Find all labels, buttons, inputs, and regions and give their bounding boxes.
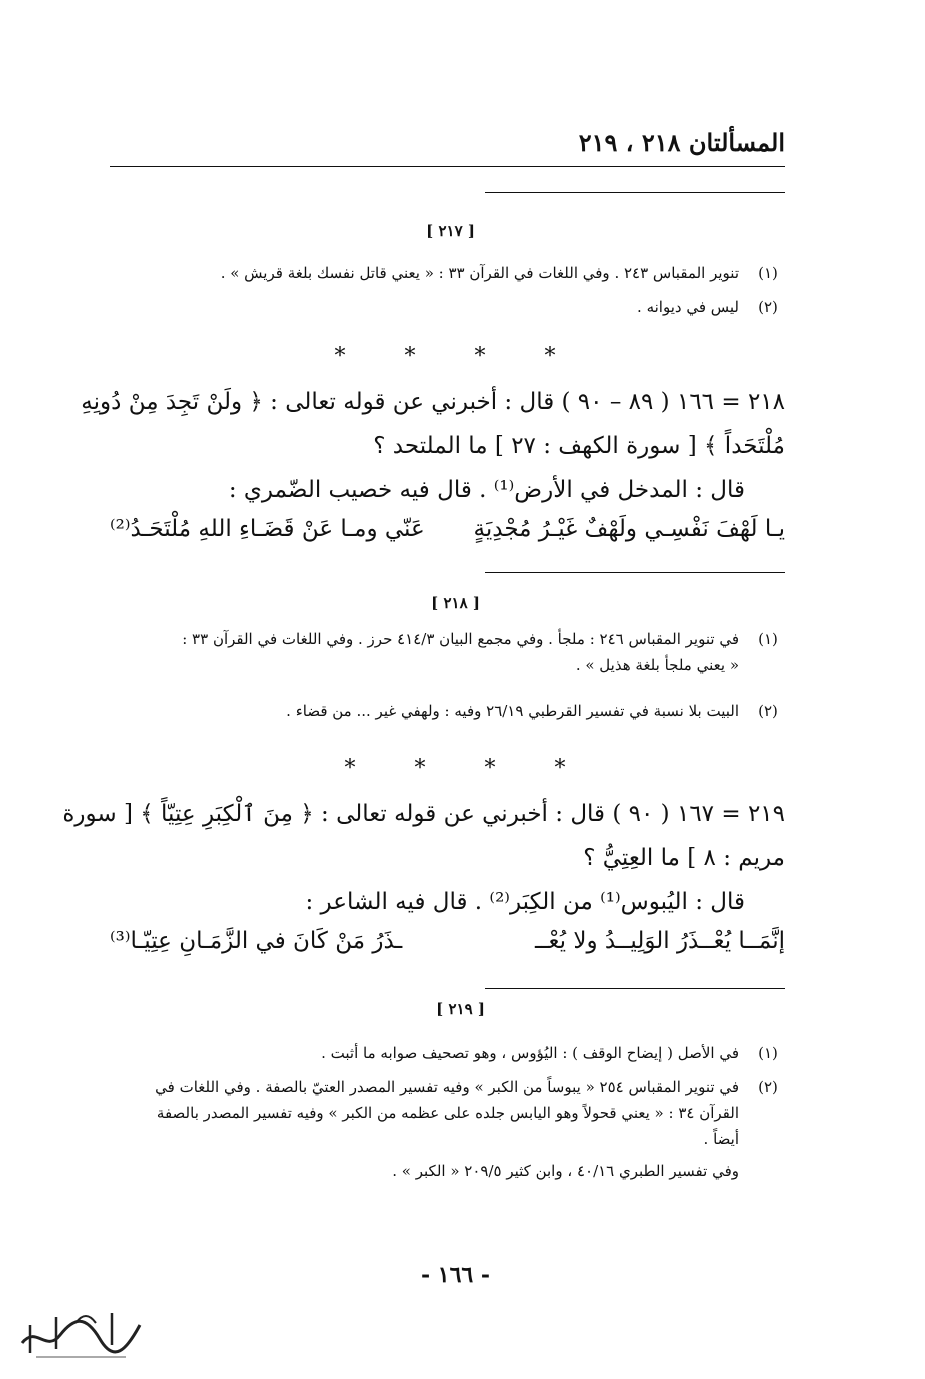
q219-line-2: مريم : ٨ ] ما العِتِيُّ ؟ <box>583 845 785 871</box>
q218-line-3: قال : المدخل في الأرض⁽¹⁾ . قال فيه خصيب الضّمري : <box>228 477 745 503</box>
footnote-text-line: « يعني ملجأ بلغة هذيل » . <box>575 656 739 674</box>
star-icon: * <box>484 756 496 781</box>
publisher-logo <box>16 1295 146 1365</box>
star-icon: * <box>334 344 346 369</box>
star-icon: * <box>554 756 566 781</box>
footnote-text-line: في تنوير المقباس ٢٥٤ « يبوساً من الكبر » وفيه تفسير المصدر العتيّ بالصفة . وفي اللغات في <box>155 1078 739 1096</box>
footnote-number: (١) <box>758 264 778 282</box>
footnote-text-line: في الأصل ( إيضاح الوقف ) : اليُؤوس ، وهو تصحيف صوابه ما أثبت . <box>321 1044 739 1062</box>
footnote-text-line: البيت بلا نسبة في تفسير القرطبي ٢٦/١٩ وفيه : ولهفي غير ... من قضاء . <box>286 702 739 720</box>
footnote-number: (١) <box>758 1044 778 1062</box>
footnote-217-1 <box>110 260 785 286</box>
footnote-218-1 <box>110 626 785 678</box>
verse-second-hemistich: عَنّي ومـا عَنْ قَضَـاءِ اللهِ مُلْتَحَـدُ⁽²⁾ <box>110 516 425 542</box>
footnote-number: (٢) <box>758 298 778 316</box>
footnote-text-line: وفي تفسير الطبري ٤٠/١٦ ، وابن كثير ٢٠٩/٥ « الكبر » . <box>392 1162 739 1180</box>
footnote-ref-label: [ ٢١٧ ] <box>426 222 475 240</box>
footnote-text: ليس في ديوانه . <box>637 298 739 316</box>
star-icon: * <box>544 344 556 369</box>
footnote-text: تنوير المقباس ٢٤٣ . وفي اللغات في القرآن ٣٣ : « يعني قاتل نفسك بلغة قريش » . <box>220 264 739 282</box>
q219-line-3: قال : اليُبوس⁽¹⁾ من الكِبَر⁽²⁾ . قال فيه الشاعر : <box>305 889 745 915</box>
footnote-separator <box>485 192 785 193</box>
header-rule <box>110 166 785 167</box>
footnote-text-line: في تنوير المقباس ٢٤٦ : ملجأ . وفي مجمع البيان ٤١٤/٣ حرز . وفي اللغات في القرآن ٣٣ : <box>182 630 739 648</box>
q218-line-2: مُلْتَحَداً ﴾ [ سورة الكهف : ٢٧ ] ما الملتحد ؟ <box>373 433 785 459</box>
section-divider-stars <box>305 344 585 369</box>
page-number: - ١٦٦ - <box>420 1262 490 1288</box>
running-header: المسألتان ٢١٨ ، ٢١٩ <box>578 128 785 157</box>
footnote-number: (١) <box>758 630 778 648</box>
star-icon: * <box>474 344 486 369</box>
footnote-number: (٢) <box>758 1078 778 1096</box>
footnote-219-1 <box>110 1040 785 1066</box>
footnote-ref-label: [ ٢١٩ ] <box>436 1000 485 1018</box>
verse-second-hemistich: ـذَرُ مَنْ كَانَ في الزَّمَـانِ عِتِيّـا⁽³⁾ <box>110 928 403 954</box>
footnote-218-2 <box>110 698 785 724</box>
q218-line-1: ٢١٨ = ١٦٦ ( ٨٩ – ٩٠ ) قال : أخبرني عن قوله تعالى : ﴿ ولَنْ تَجِدَ مِنْ دُونِهِ <box>81 389 785 415</box>
footnote-ref-label: [ ٢١٨ ] <box>431 594 480 612</box>
section-divider-stars <box>315 756 595 781</box>
footnote-separator <box>485 572 785 573</box>
q219-line-1: ٢١٩ = ١٦٧ ( ٩٠ ) قال : أخبرني عن قوله تعالى : ﴿ مِنَ ٱلْكِبَرِ عِتِيّاً ﴾ [ سورة <box>62 801 785 827</box>
footnote-219-2 <box>110 1074 785 1184</box>
footnote-separator <box>485 988 785 989</box>
footnote-text-line: القرآن ٣٤ : « يعني قحولاً وهو اليابس جلده على عظمه من الكبر » وفيه تفسير المصدر بالصفة <box>156 1104 739 1122</box>
star-icon: * <box>414 756 426 781</box>
footnote-number: (٢) <box>758 702 778 720</box>
footnote-text-line: أيضاً . <box>703 1130 739 1148</box>
star-icon: * <box>344 756 356 781</box>
verse-first-hemistich: إنَّمَــا يُعْــذَرُ الوَلِيــدُ ولا يُعْــ <box>535 928 785 954</box>
verse-first-hemistich: يـا لَهْفَ نَفْسِـي ولَهْفٌ غَيْـرُ مُجْدِيَةٍ <box>473 516 785 542</box>
star-icon: * <box>404 344 416 369</box>
footnote-217-2 <box>110 294 785 320</box>
